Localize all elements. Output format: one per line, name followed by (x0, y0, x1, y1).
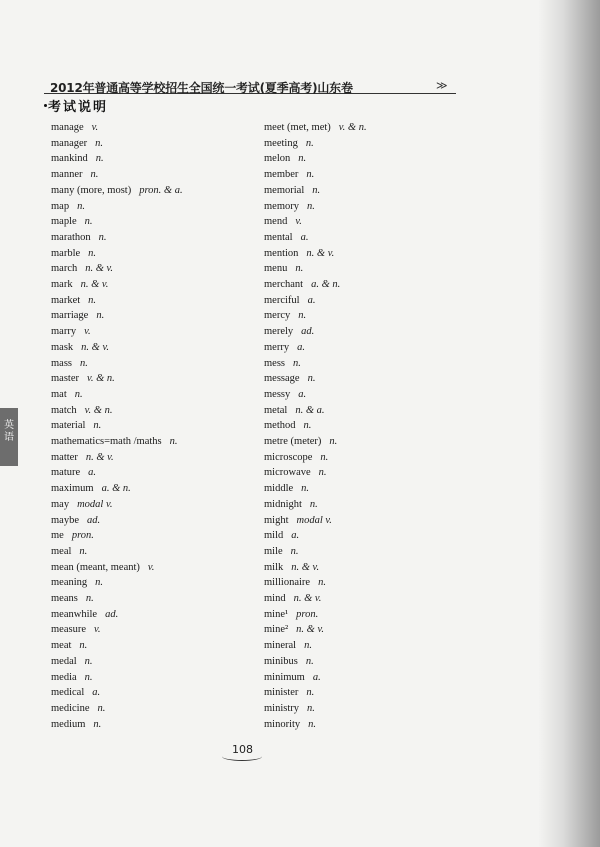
vocab-part-of-speech: a. & n. (311, 279, 341, 290)
vocab-entry (51, 640, 87, 655)
vocab-word: minister (264, 687, 299, 699)
vocab-entry (51, 216, 93, 231)
vocab-part-of-speech: n. & v. (293, 593, 322, 604)
vocab-entry (264, 216, 302, 231)
vocab-entry (264, 310, 306, 325)
vocab-part-of-speech: v. (84, 326, 91, 338)
vocab-entry (51, 609, 118, 624)
vocab-word: means (51, 593, 78, 604)
vocab-entry (264, 687, 314, 702)
vocab-word: method (264, 420, 296, 432)
vocab-entry (264, 703, 315, 718)
vocab-entry (51, 546, 87, 561)
vocab-part-of-speech: n. (329, 436, 338, 447)
vocab-entry (264, 122, 367, 137)
vocab-entry (264, 436, 337, 451)
vocab-part-of-speech: n. & v. (85, 263, 114, 275)
vocab-entry (264, 609, 318, 624)
vocab-part-of-speech: n. (320, 451, 329, 463)
vocab-entry (51, 153, 104, 168)
vocab-word: match (51, 404, 77, 416)
vocab-word: media (51, 671, 77, 683)
vocab-word: melon (264, 153, 291, 165)
vocab-entry (51, 295, 96, 310)
vocab-part-of-speech: n. & v. (81, 341, 109, 353)
vocab-word: marry (51, 326, 77, 338)
vocab-part-of-speech: n. (307, 373, 316, 385)
vocab-word: maybe (51, 514, 79, 526)
vocab-word: medical (51, 687, 85, 699)
vocab-word: mine² (264, 624, 289, 636)
vocab-part-of-speech: v. (147, 561, 155, 573)
vocab-entry (51, 719, 101, 734)
vocab-word: mile (264, 545, 283, 557)
vocab-entry (264, 358, 301, 373)
vocab-word: manager (51, 137, 88, 149)
vocab-entry (51, 263, 113, 278)
vocab-entry (264, 499, 318, 514)
vocab-word: meeting (264, 137, 298, 149)
vocab-word: might (264, 514, 289, 526)
vocab-entry (264, 153, 306, 168)
vocab-word: mild (264, 530, 284, 542)
vocab-word: medicine (51, 702, 90, 714)
vocab-entry (264, 562, 319, 577)
vocab-entry (264, 420, 311, 435)
vocab-word: mankind (51, 153, 88, 165)
vocab-part-of-speech: n. (96, 310, 105, 322)
vocab-part-of-speech: n. (85, 593, 94, 604)
vocab-part-of-speech: n. (304, 640, 312, 652)
page-number-underline (222, 752, 262, 761)
vocab-entry (51, 405, 112, 420)
vocab-entry (51, 326, 91, 341)
vocab-word: meat (51, 640, 72, 652)
vocab-word: me (51, 530, 64, 542)
vocab-part-of-speech: v. & n. (87, 373, 115, 385)
vocab-entry (264, 185, 320, 200)
vocab-part-of-speech: n. (305, 655, 314, 667)
bullet-dot-icon (44, 104, 47, 107)
vocab-word: master (51, 373, 79, 385)
vocab-word: maple (51, 216, 77, 228)
vocab-entry (264, 672, 321, 687)
vocab-word: many (more, most) (51, 184, 132, 196)
vocab-word: mend (264, 216, 288, 228)
vocab-entry (264, 656, 314, 671)
vocab-entry (51, 279, 108, 294)
vocab-word: may (51, 498, 70, 510)
vocab-part-of-speech: n. (90, 169, 99, 181)
vocab-word: mean (meant, meant) (51, 561, 140, 573)
vocab-word: marble (51, 247, 81, 259)
vocab-entry (264, 467, 327, 482)
vocab-entry (264, 389, 306, 404)
vocab-entry (51, 185, 183, 200)
vocab-entry (51, 373, 115, 388)
vocab-part-of-speech: n. (79, 545, 88, 557)
vocab-part-of-speech: n. (95, 137, 104, 149)
vocab-part-of-speech: n. & v. (306, 247, 335, 259)
vocab-word: member (264, 169, 299, 181)
vocab-entry (51, 358, 88, 373)
vocab-part-of-speech: a. (92, 687, 101, 699)
vocab-part-of-speech: n. & v. (85, 451, 114, 463)
vocab-entry (51, 562, 154, 577)
vocab-part-of-speech: n. (309, 498, 318, 510)
vocab-part-of-speech: v. (91, 122, 99, 133)
vocab-word: march (51, 263, 78, 275)
vocab-part-of-speech: n. & v. (80, 279, 109, 290)
vocab-entry (264, 263, 303, 278)
vocab-part-of-speech: n. (305, 137, 314, 149)
vocab-part-of-speech: n. (308, 718, 317, 730)
vocab-entry (51, 530, 94, 545)
vocab-word: mat (51, 388, 67, 400)
vocab-part-of-speech: modal v. (296, 514, 332, 526)
vocab-part-of-speech: n. (307, 702, 315, 714)
vocab-part-of-speech: n. (95, 577, 104, 589)
vocab-part-of-speech: n. (301, 483, 310, 495)
vocab-word: minimum (264, 671, 305, 683)
vocab-word: metal (264, 404, 288, 416)
vocab-word: manage (51, 122, 84, 133)
vocab-entry (51, 499, 112, 514)
vocab-word: medium (51, 718, 86, 730)
vocab-part-of-speech: modal v. (77, 498, 113, 510)
vocab-part-of-speech: ad. (87, 514, 101, 526)
vocab-word: message (264, 373, 300, 385)
vocab-word: microscope (264, 451, 313, 463)
vocab-word: metre (meter) (264, 436, 322, 447)
vocab-entry (51, 310, 104, 325)
vocab-part-of-speech: ad. (301, 326, 315, 338)
vocab-part-of-speech: n. (298, 310, 307, 322)
vocab-word: ministry (264, 702, 300, 714)
vocab-word: mature (51, 467, 81, 479)
vocab-entry (51, 138, 103, 153)
vocab-word: mess (264, 357, 285, 369)
vocab-part-of-speech: n. & v. (296, 624, 324, 636)
vocab-entry (51, 452, 114, 467)
vocab-entry (264, 640, 312, 655)
vocab-part-of-speech: n. (88, 247, 97, 259)
vocab-entry (51, 389, 83, 404)
vocab-word: mercy (264, 310, 291, 322)
vocab-word: mind (264, 593, 286, 604)
vocab-word: memorial (264, 184, 305, 196)
vocab-word: mine¹ (264, 608, 289, 620)
vocab-entry (51, 342, 109, 357)
vocab-entry (264, 201, 315, 216)
vocab-part-of-speech: n. (293, 357, 301, 369)
vocab-part-of-speech: n. (298, 153, 307, 165)
vocab-part-of-speech: n. (290, 545, 299, 557)
vocab-entry (264, 295, 315, 310)
section-title: 考试说明 (48, 100, 109, 115)
vocab-part-of-speech: n. (318, 467, 327, 479)
vocab-part-of-speech: n. (306, 687, 315, 699)
vocab-word: mathematics=math /maths (51, 436, 162, 447)
vocab-word: map (51, 200, 70, 212)
vocab-part-of-speech: pron. (296, 608, 319, 620)
vocab-part-of-speech: n. & v. (291, 561, 320, 573)
vocab-part-of-speech: a. & n. (101, 483, 131, 495)
vocab-entry (51, 201, 85, 216)
vocab-word: marriage (51, 310, 89, 322)
vocab-part-of-speech: n. (169, 436, 178, 447)
vocab-entry (264, 515, 332, 530)
vocab-part-of-speech: a. (297, 341, 305, 353)
vocab-entry (264, 577, 326, 592)
vocab-entry (264, 624, 324, 639)
vocab-word: merely (264, 326, 294, 338)
vocab-part-of-speech: n. (295, 263, 304, 275)
vocab-entry (264, 248, 334, 263)
vocab-part-of-speech: a. (312, 671, 321, 683)
vocab-entry (51, 122, 98, 137)
vocab-word: mineral (264, 640, 297, 652)
vocab-part-of-speech: pron. (71, 530, 94, 542)
vocab-part-of-speech: n. (95, 153, 104, 165)
side-tab-label: 英语 (4, 420, 14, 443)
vocab-word: middle (264, 483, 294, 495)
page-number: 108 (232, 743, 253, 756)
vocab-word: merchant (264, 279, 304, 290)
vocab-word: mark (51, 279, 73, 290)
vocab-word: meet (met, met) (264, 122, 331, 133)
vocab-part-of-speech: n. (303, 420, 312, 432)
vocab-entry (51, 248, 96, 263)
vocab-entry (264, 138, 314, 153)
vocab-entry (264, 279, 340, 294)
vocab-entry (51, 436, 177, 451)
vocab-word: meaning (51, 577, 88, 589)
vocab-entry (264, 342, 305, 357)
vocab-word: mass (51, 357, 72, 369)
vocab-part-of-speech: n. (88, 294, 97, 306)
vocab-word: merciful (264, 294, 300, 306)
vocab-word: microwave (264, 467, 311, 479)
vocab-part-of-speech: n. (306, 169, 315, 181)
vocab-entry (51, 232, 107, 247)
vocab-entry (51, 169, 98, 184)
vocab-entry (51, 420, 101, 435)
vocab-part-of-speech: n. (98, 231, 107, 243)
header-title: 2012年普通高等学校招生全国统一考试(夏季高考)山东卷 (50, 81, 353, 95)
vocab-entry (264, 593, 321, 608)
vocab-part-of-speech: v. (93, 624, 101, 636)
vocab-word: mask (51, 341, 74, 353)
vocab-part-of-speech: a. (88, 467, 97, 479)
vocab-part-of-speech: n. (93, 718, 102, 730)
vocab-part-of-speech: a. (298, 388, 307, 400)
vocab-part-of-speech: n. (97, 702, 106, 714)
vocab-part-of-speech: ad. (105, 608, 119, 620)
vocab-word: manner (51, 169, 83, 181)
vocab-part-of-speech: n. (84, 655, 93, 667)
vocab-word: millionaire (264, 577, 311, 589)
vocab-part-of-speech: n. (84, 671, 93, 683)
vocab-word: merry (264, 341, 290, 353)
vocab-entry (51, 577, 103, 592)
vocab-part-of-speech: pron. & a. (139, 184, 183, 196)
vocab-word: maximum (51, 483, 94, 495)
vocab-word: mental (264, 231, 293, 243)
vocab-part-of-speech: v. (295, 216, 302, 228)
vocab-word: menu (264, 263, 288, 275)
vocab-word: material (51, 420, 86, 432)
vocab-word: meal (51, 545, 72, 557)
vocab-word: meanwhile (51, 608, 98, 620)
vocab-word: medal (51, 655, 77, 667)
vocab-entry (51, 624, 101, 639)
vocab-entry (264, 326, 314, 341)
vocab-entry (51, 515, 100, 530)
vocab-part-of-speech: n. & a. (295, 404, 325, 416)
vocab-part-of-speech: v. & n. (84, 404, 113, 416)
vocab-part-of-speech: n. (307, 200, 315, 212)
vocab-part-of-speech: n. (80, 357, 88, 369)
vocab-word: mention (264, 247, 299, 259)
vocab-entry (264, 719, 316, 734)
vocab-entry (264, 405, 325, 420)
vocab-part-of-speech: a. (300, 231, 309, 243)
vocab-part-of-speech: n. (77, 200, 85, 212)
vocab-part-of-speech: n. (74, 388, 83, 400)
vocab-part-of-speech: n. (79, 640, 88, 652)
vocab-entry (51, 687, 100, 702)
vocab-entry (264, 373, 315, 388)
vocab-entry (51, 467, 96, 482)
vocab-part-of-speech: n. (84, 216, 93, 228)
vocab-word: milk (264, 561, 284, 573)
vocab-word: messy (264, 388, 291, 400)
vocab-entry (264, 232, 308, 247)
vocab-word: matter (51, 451, 78, 463)
vocab-part-of-speech: a. (307, 294, 316, 306)
vocab-entry (51, 483, 131, 498)
vocab-entry (264, 546, 299, 561)
vocab-word: memory (264, 200, 299, 212)
vocab-entry (51, 656, 93, 671)
vocab-part-of-speech: a. (291, 530, 300, 542)
vocab-part-of-speech: v. & n. (338, 122, 367, 133)
vocab-entry (264, 530, 299, 545)
vocab-part-of-speech: n. (93, 420, 102, 432)
vocab-word: market (51, 294, 81, 306)
vocab-entry (51, 593, 94, 608)
vocab-entry (264, 483, 309, 498)
vocab-entry (264, 452, 328, 467)
vocab-entry (264, 169, 314, 184)
vocab-word: minority (264, 718, 301, 730)
vocab-entry (51, 703, 105, 718)
vocab-word: minibus (264, 655, 298, 667)
vocab-word: measure (51, 624, 86, 636)
vocab-part-of-speech: n. (318, 577, 326, 589)
vocab-word: midnight (264, 498, 302, 510)
vocab-word: marathon (51, 231, 91, 243)
vocab-part-of-speech: n. (312, 184, 321, 196)
double-chevron-icon: ≫ (436, 79, 448, 92)
vocab-entry (51, 672, 93, 687)
